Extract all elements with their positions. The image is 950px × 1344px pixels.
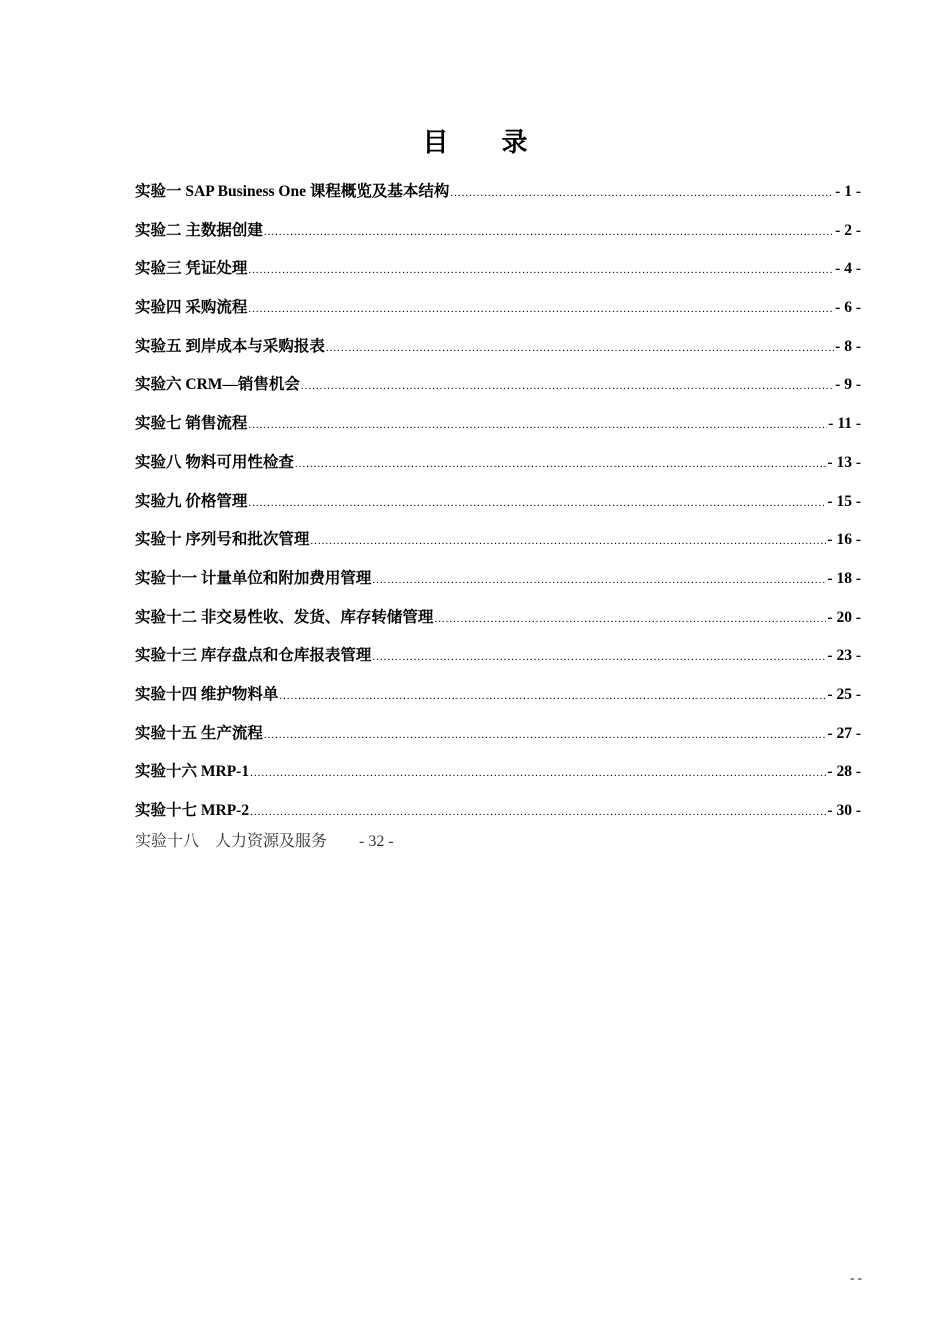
toc-leader-dots [372, 574, 826, 586]
toc-entry-label: 实验十一 计量单位和附加费用管理 [135, 569, 372, 587]
toc-entry-page: - 11 - [828, 415, 861, 433]
toc-entry[interactable] [135, 759, 861, 798]
toc-entry[interactable] [135, 295, 861, 334]
toc-entry-page: - 18 - [827, 569, 861, 587]
toc-entry-label: 实验十四 维护物料单 [135, 685, 279, 703]
toc-entry-label: 实验十六 MRP-1 [135, 763, 250, 781]
toc-entry-page: - 2 - [835, 221, 861, 239]
toc-leader-dots [372, 651, 826, 663]
toc-leader-dots [450, 187, 834, 199]
toc-entry-page: - 23 - [827, 647, 861, 665]
toc-entry-label: 实验九 价格管理 [135, 492, 248, 510]
toc-entry-page: - 30 - [827, 802, 861, 819]
toc-entry[interactable] [135, 218, 861, 257]
toc-entry-label: 实验十二 非交易性收、发货、库存转储管理 [135, 608, 434, 626]
toc-leader-dots [295, 458, 827, 470]
toc-entry-page: - 9 - [835, 376, 861, 394]
toc-entry-label: 实验十五 生产流程 [135, 724, 263, 742]
toc-entry-page: - 32 - [359, 833, 394, 850]
toc-entry-label: 实验三 凭证处理 [135, 260, 248, 278]
toc-entry[interactable] [135, 256, 861, 295]
toc-leader-dots [434, 613, 826, 625]
toc-entry-page: - 20 - [827, 608, 861, 626]
toc-leader-dots [310, 535, 826, 547]
toc-entry[interactable] [135, 411, 861, 450]
toc-entry-label: 实验十八 人力资源及服务 [135, 833, 328, 850]
page-footer: - - [850, 1270, 862, 1285]
toc-entry-label: 实验一 SAP Business One 课程概览及基本结构 [135, 183, 450, 200]
toc-leader-dots [279, 690, 826, 702]
toc-entry[interactable] [135, 334, 861, 373]
toc-title: 目 录 [422, 128, 550, 158]
toc-list [135, 179, 861, 837]
toc-entry-page: - 1 - [835, 183, 861, 200]
toc-entry-label: 实验四 采购流程 [135, 299, 248, 317]
toc-leader-dots [301, 380, 834, 392]
toc-leader-dots [264, 729, 827, 741]
toc-leader-dots [248, 497, 826, 509]
toc-entry[interactable] [135, 179, 861, 218]
toc-entry-page: - 27 - [827, 724, 861, 742]
toc-entry-label: 实验二 主数据创建 [135, 221, 263, 239]
toc-entry-label: 实验十三 库存盘点和仓库报表管理 [135, 647, 372, 665]
toc-entry-page: - 28 - [827, 763, 861, 781]
toc-leader-dots [264, 226, 834, 238]
toc-entry[interactable] [135, 372, 861, 411]
toc-entry-label: 实验六 CRM—销售机会 [135, 376, 300, 394]
toc-leader-dots [250, 806, 826, 818]
toc-leader-dots [248, 419, 827, 431]
toc-entry-label: 实验十 序列号和批次管理 [135, 531, 310, 549]
toc-entry-label: 实验十七 MRP-2 [135, 802, 250, 819]
toc-entry-page: - 13 - [827, 453, 861, 471]
toc-entry[interactable] [135, 721, 861, 760]
toc-entry-page: - 8 - [835, 337, 861, 355]
toc-entry[interactable] [135, 682, 861, 721]
toc-entry-label: 实验七 销售流程 [135, 415, 248, 433]
toc-entry-page: - 16 - [827, 531, 861, 549]
toc-entry-page: - 15 - [827, 492, 861, 510]
toc-leader-dots [250, 767, 826, 779]
toc-entry[interactable] [135, 605, 861, 644]
toc-entry-page: - 25 - [827, 685, 861, 703]
toc-entry-label: 实验五 到岸成本与采购报表 [135, 337, 325, 355]
toc-entry[interactable] [135, 489, 861, 528]
toc-entry-label: 实验八 物料可用性检查 [135, 453, 294, 471]
toc-entry[interactable] [135, 527, 861, 566]
toc-leader-dots [248, 264, 834, 276]
toc-entry[interactable] [135, 643, 861, 682]
toc-entry[interactable] [135, 566, 861, 605]
toc-entry[interactable] [135, 450, 861, 489]
toc-entry-unlinked[interactable] [135, 828, 394, 851]
toc-entry-page: - 4 - [835, 260, 861, 278]
toc-entry-page: - 6 - [835, 299, 861, 317]
toc-leader-dots [326, 342, 834, 354]
toc-leader-dots [248, 303, 834, 315]
